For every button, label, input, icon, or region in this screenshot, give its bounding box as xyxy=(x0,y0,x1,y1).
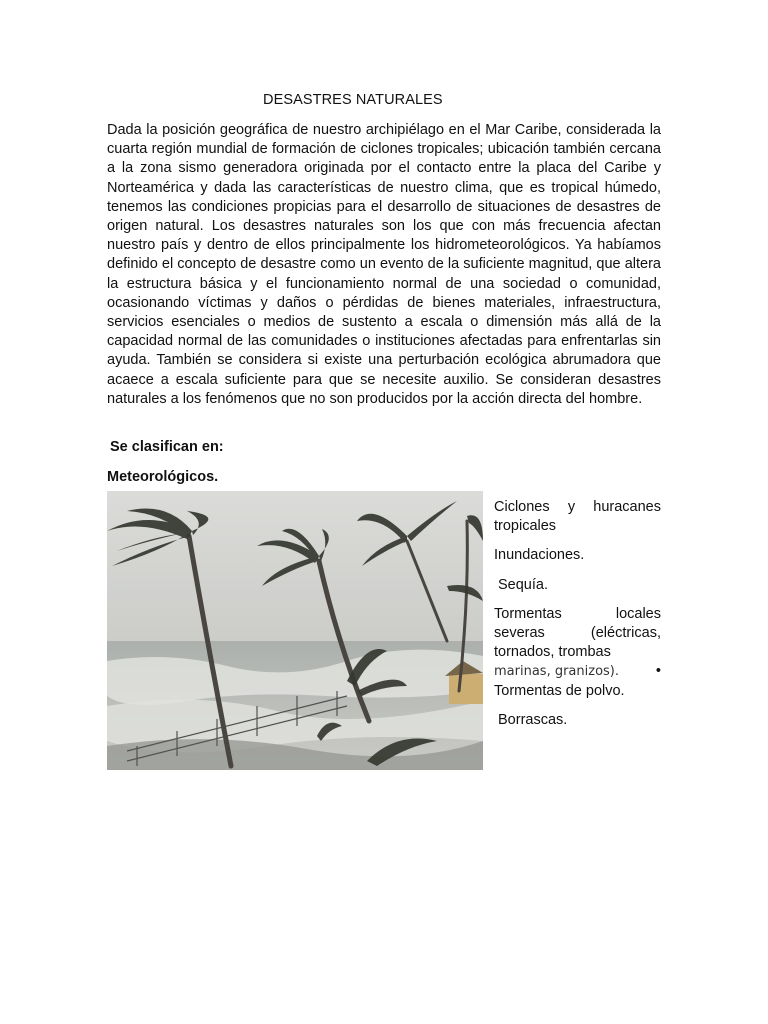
list-item: Inundaciones. xyxy=(494,547,585,564)
intro-paragraph: Dada la posición geográfica de nuestro archipiélago en el Mar Caribe, considerada la cuarta región mundial de formación de ciclones tropicales; ubicación también cercana a la zona sismo generadora originada por el contacto entre la placa del Caribe y Norteamérica y dada las características de nuestro clima, que es tropical húmedo, tenemos las condiciones propicias para el desarrollo de situaciones de desastres de origen natural. Los desastres naturales son los que con más frecuencia afectan nuestro país y dentro de ellos principalmente los hidrometeorológicos. Ya habíamos definido el concepto de desastre como un evento de la suficiente magnitud, que altera la estructura básica y el funcionamiento normal de una sociedad o comunidad, ocasionando víctimas y daños o pérdidas de bienes materiales, infraestructura, servicios esenciales o medios de sustento a escala o dimensión más allá de la capacidad normal de las comunidades o instituciones afectadas para enfrentarlas sin ayuda. También se considera si existe una perturbación ecológica abrumadora que acaece a escala suficiente para que se necesite auxilio. Se consideran desastres naturales a los fenómenos que no son producidos por la acción directa del hombre. xyxy=(107,122,661,407)
list-item xyxy=(494,662,661,681)
category-heading: Meteorológicos. xyxy=(107,469,219,485)
document-title: DESASTRES NATURALES xyxy=(263,92,443,108)
hurricane-photo xyxy=(107,491,483,770)
list-item xyxy=(494,605,661,663)
marinas-text: marinas, granizos). xyxy=(494,664,619,680)
list-item: Ciclones y huracanes tropicales xyxy=(494,499,661,535)
list-item: Borrascas. xyxy=(498,711,568,728)
meteorological-list xyxy=(494,498,661,740)
list-item: Sequía. xyxy=(498,576,548,593)
storm-text: Tormentas locales severas (eléctricas, tornados, trombas xyxy=(494,605,661,661)
classify-heading: Se clasifican en: xyxy=(110,439,224,455)
bullet-glyph: • xyxy=(655,663,661,680)
list-item: Tormentas de polvo. xyxy=(494,682,625,699)
